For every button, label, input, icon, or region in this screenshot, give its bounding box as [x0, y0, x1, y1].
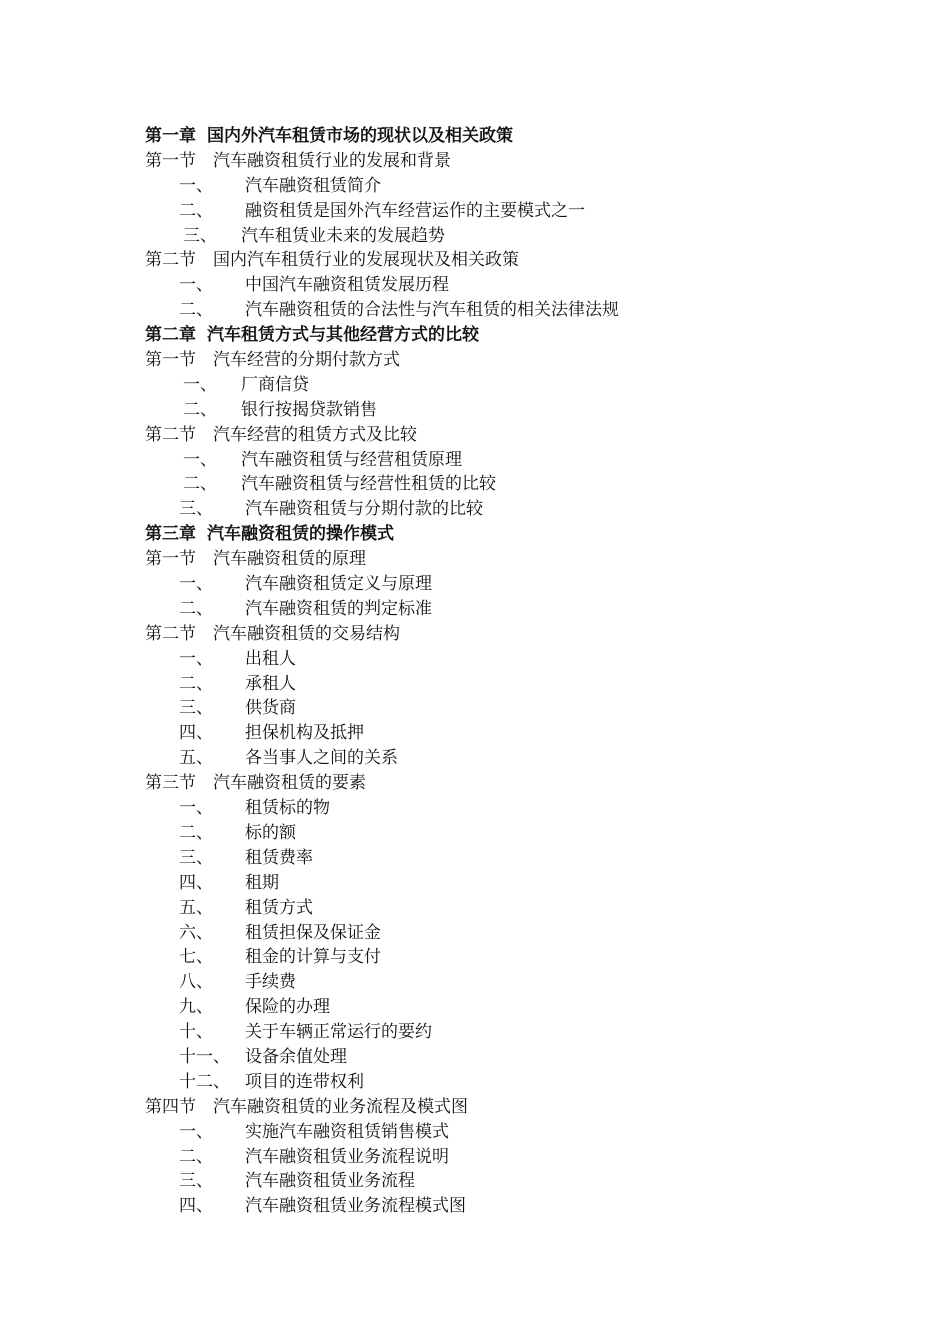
- item-number: 三、: [183, 225, 217, 246]
- section-number: 第二节: [145, 424, 196, 445]
- item-title: 租期: [245, 872, 279, 893]
- section-number: 第一节: [145, 150, 196, 171]
- item-title: 租赁担保及保证金: [245, 922, 381, 943]
- item-number: 六、: [179, 922, 213, 943]
- item-number: 四、: [179, 723, 213, 744]
- section-title: 汽车融资租赁的交易结构: [213, 623, 400, 644]
- item-title: 银行按揭贷款销售: [241, 399, 377, 420]
- item-number: 一、: [179, 798, 213, 819]
- list-item: [145, 472, 845, 497]
- list-item: [145, 1045, 845, 1070]
- item-title: 汽车融资租赁定义与原理: [245, 574, 432, 595]
- item-number: 三、: [179, 847, 213, 868]
- item-number: 三、: [179, 698, 213, 719]
- item-number: 十、: [179, 1022, 213, 1043]
- list-item: [145, 696, 845, 721]
- section-heading: [145, 622, 845, 647]
- list-item: [145, 1145, 845, 1170]
- item-title: 汽车融资租赁与经营性租赁的比较: [241, 474, 496, 495]
- list-item: [145, 224, 845, 249]
- item-number: 二、: [179, 300, 213, 321]
- item-title: 关于车辆正常运行的要约: [245, 1022, 432, 1043]
- item-number: 二、: [179, 822, 213, 843]
- chapter-heading: [145, 522, 845, 547]
- item-title: 汽车融资租赁简介: [245, 175, 381, 196]
- list-item: [145, 1194, 845, 1219]
- item-number: 一、: [179, 275, 213, 296]
- item-number: 五、: [179, 897, 213, 918]
- item-number: 一、: [179, 175, 213, 196]
- item-title: 汽车融资租赁与经营租赁原理: [241, 449, 462, 470]
- list-item: [145, 1169, 845, 1194]
- section-title: 汽车融资租赁的原理: [213, 549, 366, 570]
- item-number: 四、: [179, 872, 213, 893]
- item-number: 三、: [179, 499, 213, 520]
- chapter-number: 第一章: [145, 126, 196, 146]
- section-number: 第四节: [145, 1096, 196, 1117]
- section-title: 汽车融资租赁的业务流程及模式图: [213, 1096, 468, 1117]
- item-number: 二、: [183, 399, 217, 420]
- list-item: [145, 448, 845, 473]
- list-item: [145, 298, 845, 323]
- list-item: [145, 796, 845, 821]
- item-title: 厂商信贷: [241, 374, 309, 395]
- section-title: 汽车融资租赁行业的发展和背景: [213, 150, 451, 171]
- section-number: 第二节: [145, 250, 196, 271]
- list-item: [145, 896, 845, 921]
- item-title: 实施汽车融资租赁销售模式: [245, 1121, 449, 1142]
- item-title: 各当事人之间的关系: [245, 748, 398, 769]
- chapter-heading: [145, 323, 845, 348]
- item-title: 汽车融资租赁业务流程说明: [245, 1146, 449, 1167]
- item-number: 十一、: [179, 1046, 230, 1067]
- item-number: 一、: [183, 449, 217, 470]
- item-title: 设备余值处理: [245, 1046, 347, 1067]
- item-number: 三、: [179, 1171, 213, 1192]
- item-title: 汽车租赁业未来的发展趋势: [241, 225, 445, 246]
- list-item: [145, 846, 845, 871]
- list-item: [145, 821, 845, 846]
- list-item: [145, 373, 845, 398]
- item-title: 标的额: [245, 822, 296, 843]
- list-item: [145, 199, 845, 224]
- list-item: [145, 672, 845, 697]
- section-number: 第一节: [145, 350, 196, 371]
- list-item: [145, 721, 845, 746]
- list-item: [145, 1020, 845, 1045]
- item-title: 项目的连带权利: [245, 1071, 364, 1092]
- item-number: 七、: [179, 947, 213, 968]
- list-item: [145, 1120, 845, 1145]
- item-title: 汽车融资租赁业务流程: [245, 1171, 415, 1192]
- item-number: 二、: [179, 200, 213, 221]
- list-item: [145, 597, 845, 622]
- section-number: 第三节: [145, 773, 196, 794]
- section-number: 第二节: [145, 623, 196, 644]
- item-number: 四、: [179, 1196, 213, 1217]
- list-item: [145, 921, 845, 946]
- item-number: 一、: [183, 374, 217, 395]
- section-heading: [145, 1095, 845, 1120]
- section-heading: [145, 423, 845, 448]
- section-heading: [145, 149, 845, 174]
- section-title: 汽车融资租赁的要素: [213, 773, 366, 794]
- list-item: [145, 970, 845, 995]
- item-number: 十二、: [179, 1071, 230, 1092]
- section-heading: [145, 248, 845, 273]
- chapter-title: 国内外汽车租赁市场的现状以及相关政策: [207, 126, 513, 146]
- item-number: 一、: [179, 1121, 213, 1142]
- list-item: [145, 572, 845, 597]
- section-title: 汽车经营的租赁方式及比较: [213, 424, 417, 445]
- item-title: 承租人: [245, 673, 296, 694]
- item-title: 租赁标的物: [245, 798, 330, 819]
- item-number: 二、: [179, 598, 213, 619]
- item-number: 八、: [179, 972, 213, 993]
- list-item: [145, 273, 845, 298]
- chapter-title: 汽车融资租赁的操作模式: [207, 524, 394, 545]
- item-number: 五、: [179, 748, 213, 769]
- item-title: 汽车融资租赁的判定标准: [245, 598, 432, 619]
- list-item: [145, 1070, 845, 1095]
- item-title: 供货商: [245, 698, 296, 719]
- list-item: [145, 746, 845, 771]
- item-title: 租赁费率: [245, 847, 313, 868]
- item-title: 租赁方式: [245, 897, 313, 918]
- section-title: 汽车经营的分期付款方式: [213, 350, 400, 371]
- item-title: 汽车融资租赁业务流程模式图: [245, 1196, 466, 1217]
- item-number: 一、: [179, 648, 213, 669]
- section-heading: [145, 348, 845, 373]
- section-title: 国内汽车租赁行业的发展现状及相关政策: [213, 250, 519, 271]
- item-number: 一、: [179, 574, 213, 595]
- list-item: [145, 995, 845, 1020]
- item-title: 手续费: [245, 972, 296, 993]
- item-number: 二、: [179, 1146, 213, 1167]
- list-item: [145, 647, 845, 672]
- list-item: [145, 945, 845, 970]
- item-title: 中国汽车融资租赁发展历程: [245, 275, 449, 296]
- item-title: 租金的计算与支付: [245, 947, 381, 968]
- item-number: 二、: [183, 474, 217, 495]
- item-title: 融资租赁是国外汽车经营运作的主要模式之一: [245, 200, 585, 221]
- section-number: 第一节: [145, 549, 196, 570]
- item-number: 二、: [179, 673, 213, 694]
- item-title: 汽车融资租赁与分期付款的比较: [245, 499, 483, 520]
- list-item: [145, 398, 845, 423]
- chapter-title: 汽车租赁方式与其他经营方式的比较: [207, 325, 479, 346]
- item-title: 汽车融资租赁的合法性与汽车租赁的相关法律法规: [245, 300, 619, 321]
- chapter-number: 第二章: [145, 325, 196, 346]
- list-item: [145, 871, 845, 896]
- list-item: [145, 174, 845, 199]
- item-title: 保险的办理: [245, 997, 330, 1018]
- item-title: 担保机构及抵押: [245, 723, 364, 744]
- item-number: 九、: [179, 997, 213, 1018]
- chapter-heading: [145, 124, 845, 149]
- table-of-contents: [145, 124, 845, 1219]
- list-item: [145, 497, 845, 522]
- chapter-number: 第三章: [145, 524, 196, 545]
- section-heading: [145, 771, 845, 796]
- section-heading: [145, 547, 845, 572]
- item-title: 出租人: [245, 648, 296, 669]
